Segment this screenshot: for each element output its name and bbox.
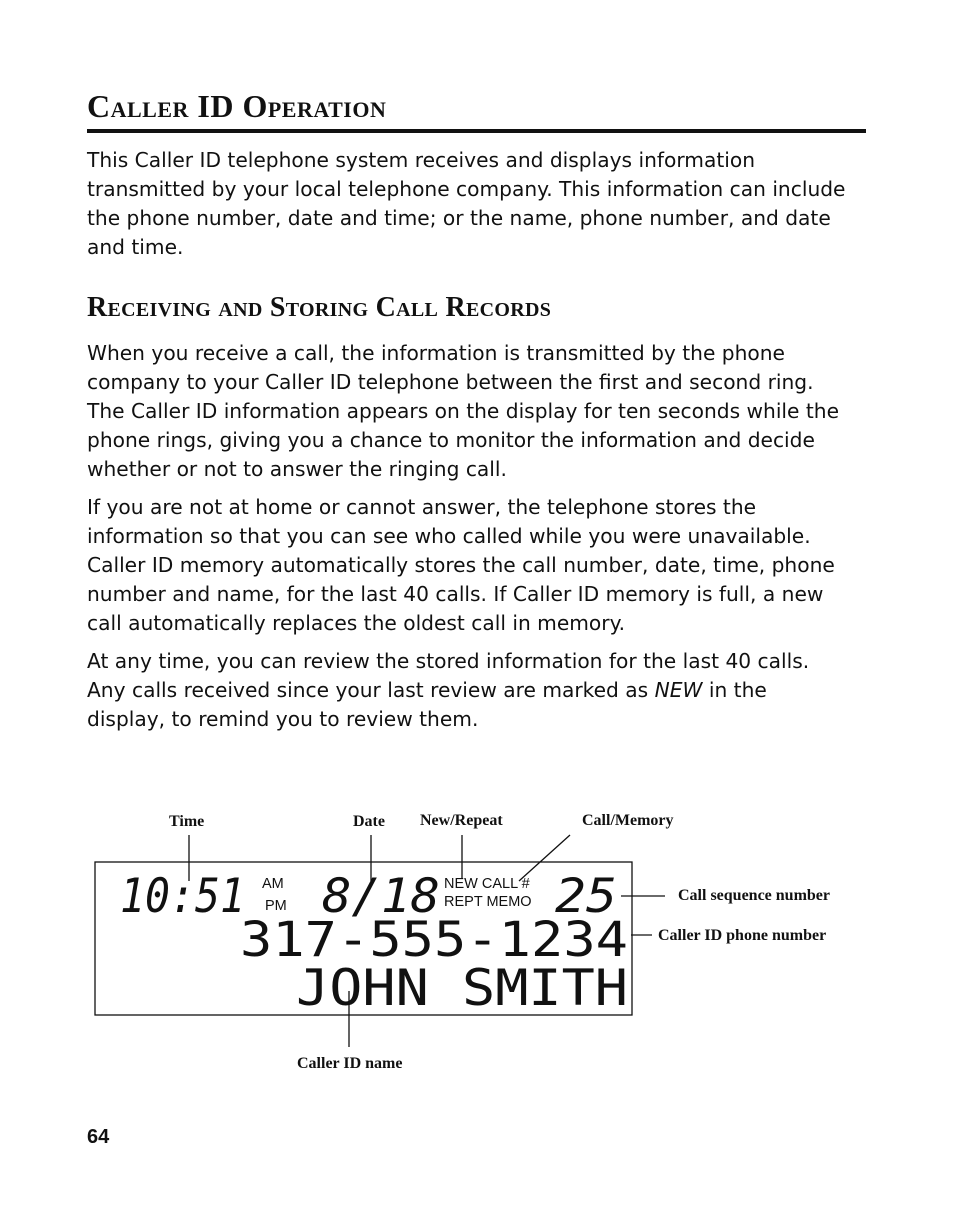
lcd-rept-memo: REPT MEMO (444, 894, 532, 910)
paragraph-storing (87, 493, 877, 638)
paragraph-receiving (87, 339, 877, 484)
caller-id-display-diagram (0, 795, 954, 1095)
text-line: When you receive a call, the information is transmitted by the phone (87, 341, 785, 365)
lcd-time: 10:51 (120, 869, 245, 924)
text-line: company to your Caller ID telephone between the first and second ring. (87, 370, 814, 394)
text-line: If you are not at home or cannot answer, the telephone stores the (87, 495, 757, 519)
page-title: Caller ID Operation (87, 88, 387, 124)
text-line: and time. (87, 235, 184, 259)
label-date: Date (353, 813, 385, 830)
lcd-sequence: 25 (555, 869, 617, 924)
lcd-pm: PM (265, 898, 287, 914)
lcd-date: 8/18 (322, 869, 440, 924)
lcd-am: AM (262, 876, 284, 892)
label-phone-number: Caller ID phone number (658, 927, 827, 944)
text-line: call automatically replaces the oldest call in memory. (87, 611, 626, 635)
text-line: the phone number, date and time; or the name, phone number, and date (87, 206, 831, 230)
label-caller-name: Caller ID name (297, 1055, 403, 1072)
text-line: whether or not to answer the ringing call. (87, 457, 507, 481)
text-line (87, 676, 877, 705)
text-line: This Caller ID telephone system receives and displays information (87, 148, 755, 172)
title-rule (87, 129, 866, 133)
new-emphasis: NEW (654, 678, 703, 702)
label-call-sequence: Call sequence number (678, 887, 830, 904)
lcd-phone: 317-555-1234 (240, 912, 628, 968)
label-time: Time (169, 813, 205, 830)
paragraph-review (87, 647, 877, 734)
lcd-new-call: NEW CALL # (444, 876, 530, 892)
lcd-svg (0, 795, 954, 1095)
text-line: display, to remind you to review them. (87, 707, 479, 731)
text-line: The Caller ID information appears on the display for ten seconds while the (87, 399, 840, 423)
text-segment: Any calls received since your last review are marked as (87, 678, 655, 702)
label-new-repeat: New/Repeat (420, 812, 503, 829)
text-segment: in the (702, 678, 767, 702)
text-line: At any time, you can review the stored information for the last 40 calls. (87, 649, 810, 673)
text-line: number and name, for the last 40 calls. If Caller ID memory is full, a new (87, 582, 824, 606)
text-line: phone rings, giving you a chance to monitor the information and decide (87, 428, 815, 452)
text-line: information so that you can see who called while you were unavailable. (87, 524, 811, 548)
page-number: 64 (87, 1126, 110, 1148)
lcd-name: JOHN SMITH (296, 959, 628, 1017)
text-line: Caller ID memory automatically stores the call number, date, time, phone (87, 553, 835, 577)
text-line: transmitted by your local telephone company. This information can include (87, 177, 846, 201)
label-call-memory: Call/Memory (582, 812, 674, 829)
section-title: Receiving and Storing Call Records (87, 292, 552, 323)
intro-paragraph (87, 146, 877, 262)
